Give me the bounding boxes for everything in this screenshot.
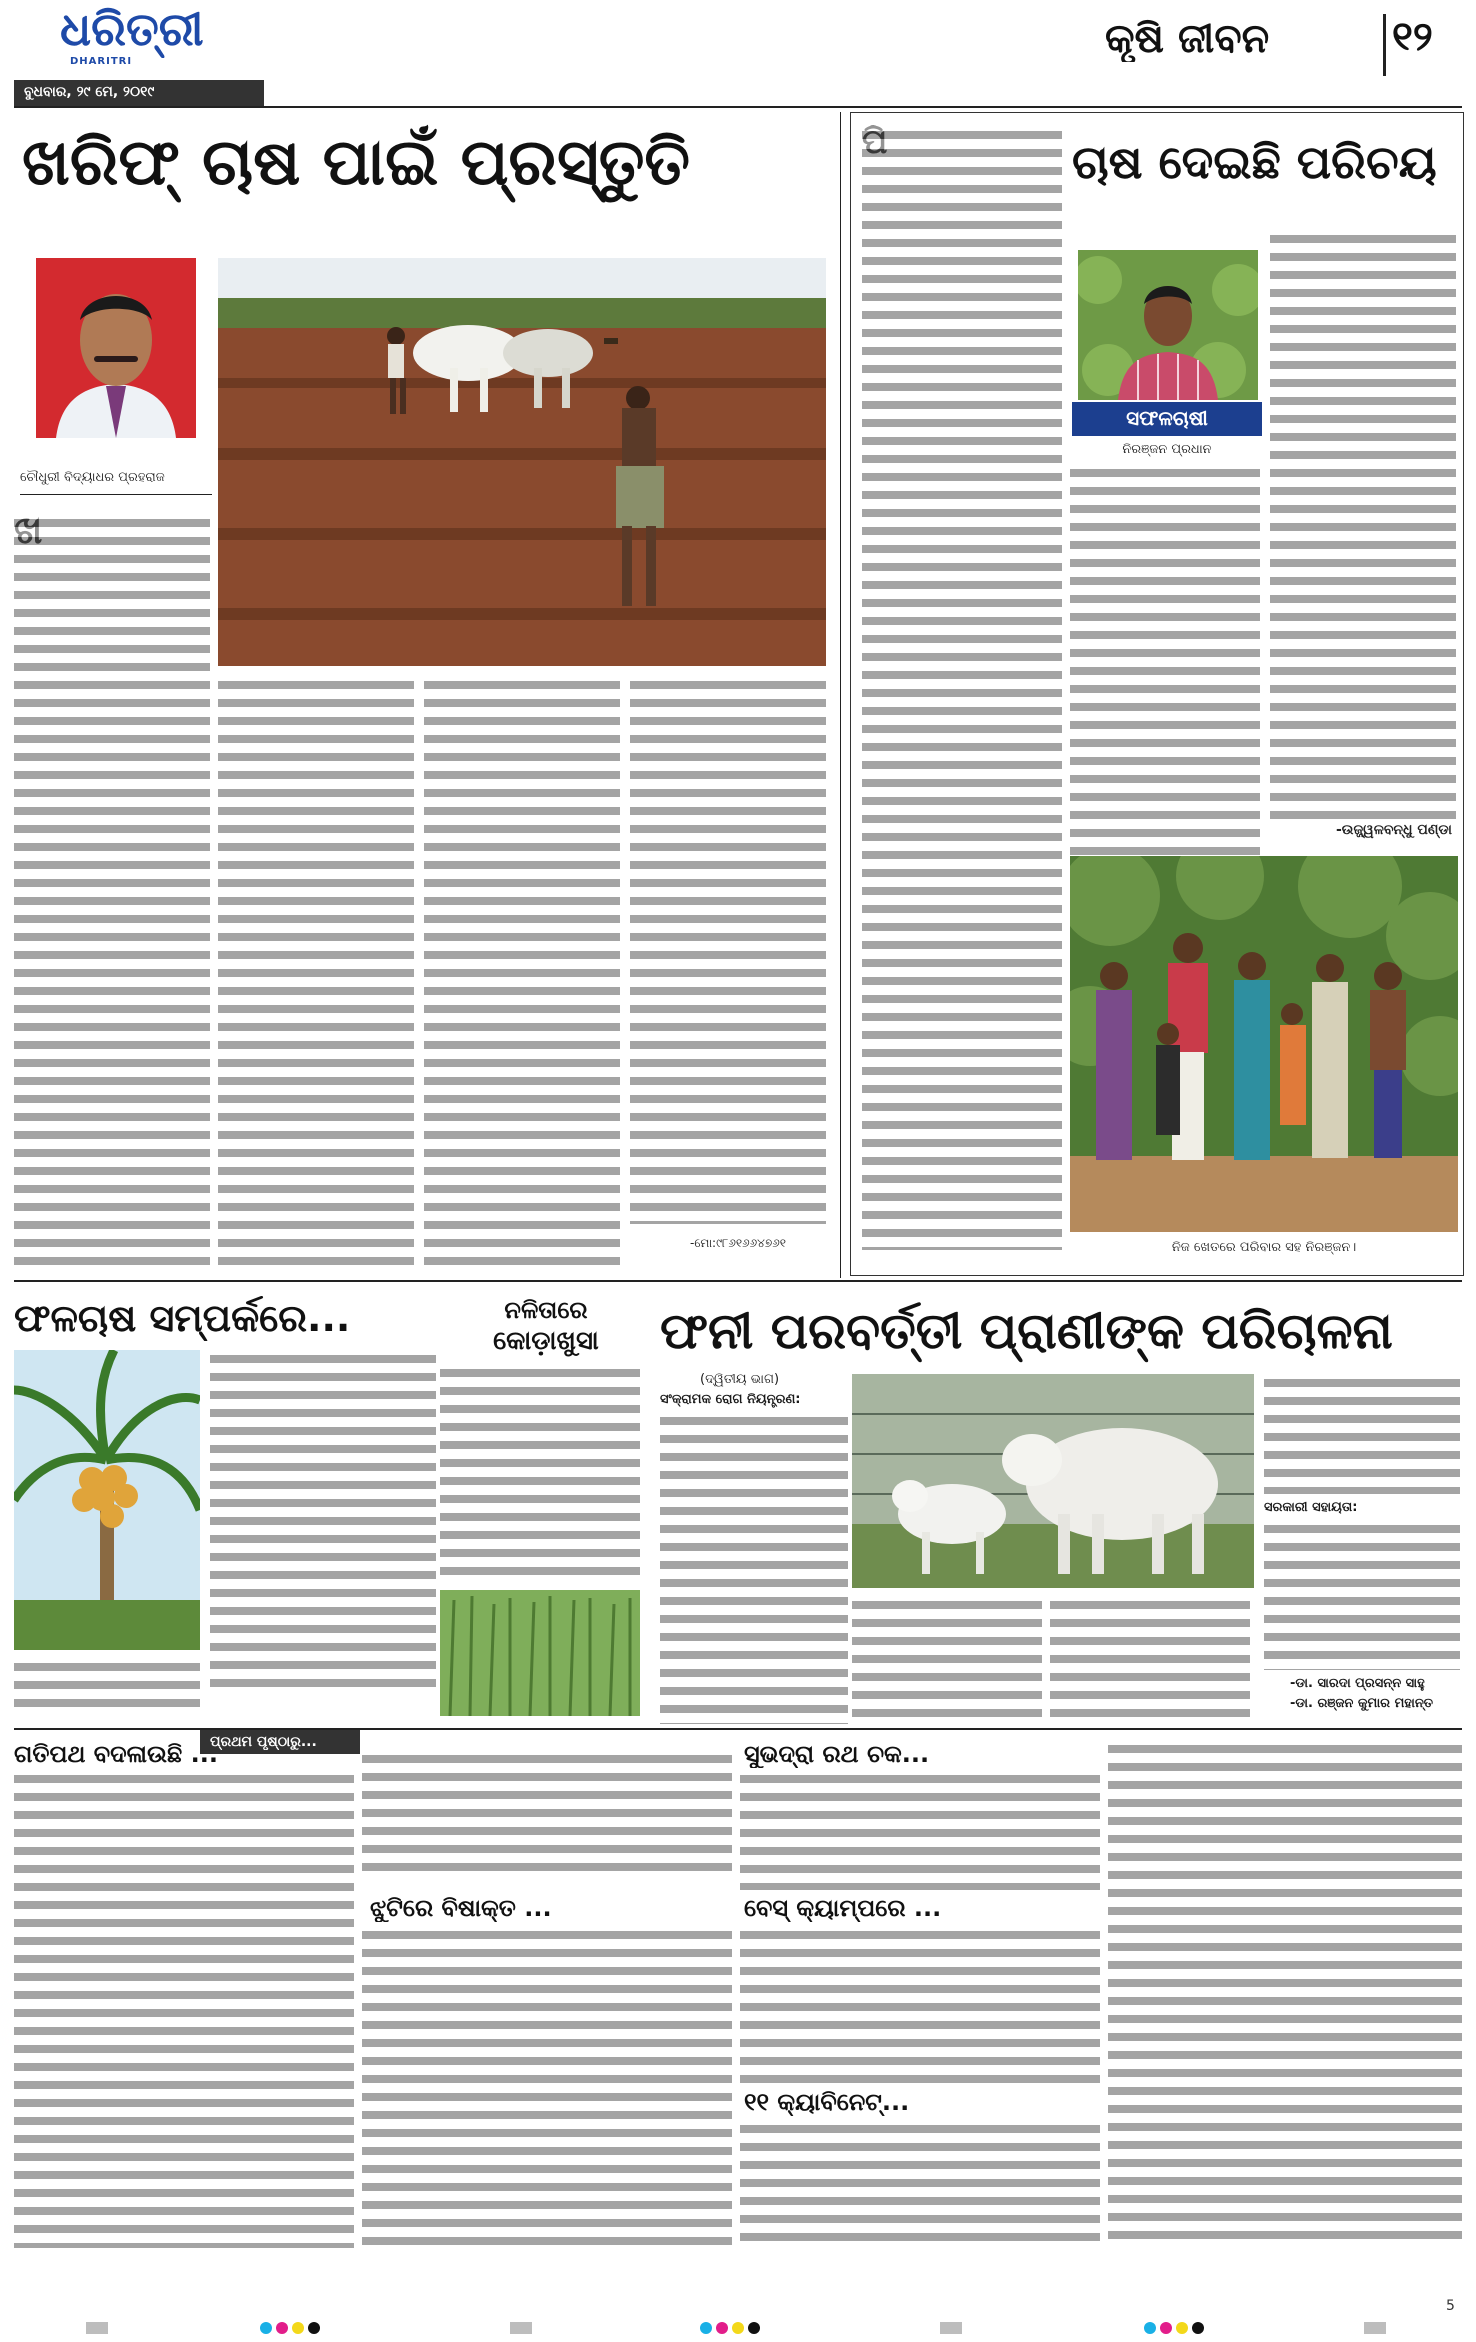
continued-label: ପ୍ରଥମ ପୃଷ୍ଠାରୁ... [210,1734,317,1750]
fani-part: (ଦ୍ୱିତୀୟ ଭାଗ) [700,1372,780,1387]
bottom-column-3-top [740,1770,1100,1890]
lead-end-note: -ମୋ:୯୮୬୧୬୬୪୭୬୧ [690,1236,787,1250]
lead-photo-ploughing [218,258,826,666]
section-title: କୃଷି ଜୀବନ [1105,16,1270,62]
cow-calf-photo [852,1374,1254,1588]
bottom-column-1 [14,1770,354,2248]
author-rule [20,494,212,495]
fani-sub1: ସଂକ୍ରାମକ ରୋଗ ନିୟନ୍ତ୍ରଣ: [660,1392,801,1407]
bottom-column-3-bottom [740,2120,1100,2248]
family-photo-caption: ନିଜ ଖେତରେ ପରିବାର ସହ ନିରଞ୍ଜନ। [1171,1240,1357,1255]
logo-text: ଧରିତ୍ରୀ [60,2,204,56]
mid-rule [14,1280,1462,1282]
lead-column-4 [630,676,826,1224]
family-photo [1070,856,1458,1232]
nalita-headline-line1: ନଳିତାରେ [504,1296,588,1324]
fani-column-4-top [1264,1374,1460,1494]
fani-author1: -ଡା. ସାରଦା ପ୍ରସନ୍ନ ସାହୁ [1290,1676,1425,1691]
fruit-column-2 [210,1350,436,1692]
bottom-headline-2: ଝୁଟିରେ ବିଷାକ୍ତ ... [370,1894,552,1922]
story2-column-1-top [862,126,1062,1250]
farmer-badge-label: ସଫଳଚାଷୀ [1126,406,1208,430]
lead-column-3 [424,676,620,1270]
bottom-column-2 [362,1926,732,2248]
author-name: ଚୌଧୁରୀ ବିଦ୍ୟାଧର ପ୍ରହରାଜ [20,470,165,485]
fani-column-4 [1264,1520,1460,1670]
story2-column-2 [1070,464,1260,874]
page-number-top: ୧୨ [1392,14,1433,60]
bottom-column-2-top [362,1750,732,1880]
bottom-headline-3: ସୁଭଦ୍ରା ରଥ ଚକ... [744,1740,930,1768]
lead-column-1 [14,514,210,1270]
nalita-headline-line2: କୋଡ଼ାଖୁସା [493,1326,599,1356]
fani-headline: ଫନୀ ପରବର୍ତ୍ତୀ ପ୍ରାଣୀଙ୍କ ପରିଚାଳନା [660,1302,1393,1360]
fani-column-1 [660,1412,848,1724]
bottom-column-3-mid [740,1926,1100,2084]
masthead-rule [14,106,1462,108]
fani-author2: -ଡା. ରଞ୍ଜନ କୁମାର ମହାନ୍ତ [1290,1696,1434,1711]
print-marks [0,2318,1476,2338]
jute-field-photo [440,1590,640,1716]
story2-byline: -ଉଜ୍ଜ୍ୱଳବନ୍ଧୁ ପଣ୍ଡା [1336,822,1452,838]
issue-date: ବୁଧବାର, ୨୯ ମେ, ୨୦୧୯ [24,84,155,100]
author-photo [36,258,196,438]
bottom-headline-5: ୧୧ କ୍ୟାବିନେଟ୍... [744,2088,910,2116]
section-divider [1383,14,1386,76]
column-separator [840,112,841,1278]
logo-sub: DHARITRI [70,56,133,67]
farmer-name: ନିରଞ୍ଜନ ପ୍ରଧାନ [1122,442,1212,457]
footer-page-number: 5 [1446,2298,1455,2314]
fruit-column-1-bottom [14,1658,200,1716]
coconut-photo [14,1350,200,1650]
bottom-headline-4: ବେସ୍ କ୍ୟାମ୍ପରେ ... [744,1894,942,1922]
fani-sub2: ସରକାରୀ ସହାୟତା: [1264,1500,1358,1515]
lead-headline: ଖରିଫ୍ ଚାଷ ପାଇଁ ପ୍ରସ୍ତୁତି [22,126,690,200]
fruit-headline: ଫଳଚାଷ ସମ୍ପର୍କରେ... [14,1296,351,1340]
bottom-headline-1: ଗତିପଥ ବଦଳାଉଛି ... [14,1740,218,1768]
nalita-column [440,1364,640,1582]
farmer-portrait [1078,250,1258,400]
bottom-column-4 [1108,1740,1462,2248]
fani-column-2 [852,1596,1042,1724]
lead-column-2 [218,676,414,1270]
story2-headline: ଚାଷ ଦେଇଛି ପରିଚୟ [1072,135,1437,189]
masthead [0,0,1476,110]
fani-column-3 [1050,1596,1250,1724]
story2-column-3 [1270,230,1456,826]
